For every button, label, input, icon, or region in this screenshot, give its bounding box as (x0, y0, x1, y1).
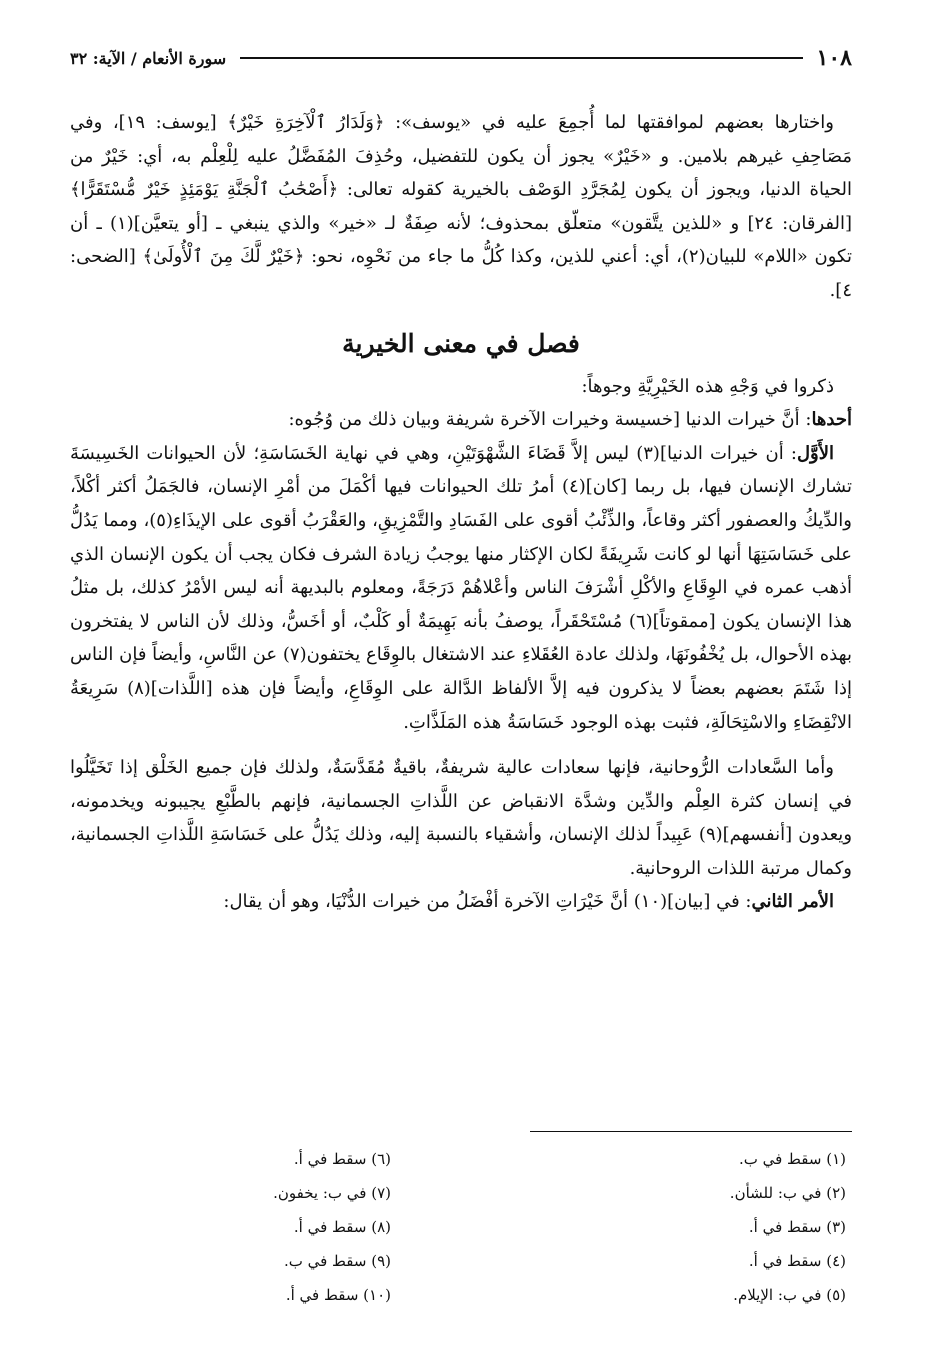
first-matter-text: : أن خيرات الدنيا](٣) ليس إلاَّ قَضَاءَ الشَّهْوَتَيْنِ، وهي في نهاية الخَسَاسَةِ؛ لأن الحيوانات الخَسِيسَةَ تشارك الإنسان فيها، بل ربما [كان](٤) أمرُ تلك الحيوانات فيها أكْمَلَ من أمْرِ الإنسان، فالجَمَلُ أكثر أكْلاً، والدِّيكُ والعصفور أكثر وقاعاً، والذِّئْبُ أقوى على الفَسَادِ والتَّمْزِيقِ، والعَقْرَبُ أقوى على الإيذَاءِ(٥)، ومما يَدُلُّ على خَسَاسَتِهَا أنها لو كانت شَرِيفَةً لكان الإكثار منها يوجبُ زيادة الشرف فكان يجب أن يكون الإنسان الذي أذهب عمره في الوِقَاعِ والأكْلِ أشْرَفَ الناس وأعْلاهُمْ دَرَجَةً، ومعلوم بالبديهة أنه ليس الأمْرُ كذلك، بل مثلُ هذا الإنسان يكون [ممقوتاً](٦) مُسْتَحْقَراً، يوصفُ بأنه بَهِيمَةٌ أو كَلْبٌ، أو أخَسُّ، وذلك لأن الناس لا يفتخرون بهذه الأحوال، بل يُخْفُونَهَا، ولذلك عادة العُقَلاءِ عند الاشتغال بالوِقَاع يختفون(٧) عن النَّاسِ، وأيضاً فإن الناس إذا شَتَمَ بعضهم بعضاً لا يذكرون فيه إلاَّ الألفاظ الدَّالة على الوِقَاعِ، وأيضاً فإن هذه [اللَّذات](٨) سَرِيعَةُ الانْقِضَاءِ والاسْتِحَالَةِ، فثبت بهذه الوجود خَسَاسَةُ هذه المَلَذَّاتِ. (70, 442, 852, 733)
page-header (70, 36, 852, 80)
second-matter-text: : في [بيان](١٠) أنَّ خَيْرَاتِ الآخرة أفْضَلُ من خيرات الدُّنْيَا، وهو أن يقال: (223, 891, 752, 913)
footnote-item: (٥) في ب: الإيلام. (733, 1286, 846, 1304)
first-label: أحدها (811, 409, 852, 431)
section-intro: ذكروا في وَجْهِ هذه الخَيْرِيَّةِ وجوهاً: (581, 375, 834, 397)
first-reason (70, 403, 852, 437)
spiritual-paragraph: وأما السَّعادات الرُّوحانية، فإنها سعادات عالية شريفةٌ، باقيةٌ مُقَدَّسَةٌ، ولذلك فإن جميع الخَلْق إذا تَخَيَّلُوا في إنسان كثرة العِلْم والدِّين وشدَّة الانقباض عن اللَّذاتِ الجسمانية، فإنهم بالطَّبْعِ يجيبونه ويخدمونه، ويعدون [أنفسهم](٩) عَبِيداً لذلك الإنسان، وأشقياء بالنسبة إليه، وذلك يَدُلُّ على خَسَاسَةِ اللَّذاتِ الجسمانية، وكمال مرتبة اللذات الروحانية. (70, 757, 853, 879)
footnote-item: (٧) في ب: يخفون. (273, 1184, 391, 1202)
footnote-item: (٢) في ب: للشأن. (729, 1184, 846, 1202)
header-rule (240, 57, 802, 59)
footnote-item: (٣) سقط في أ. (748, 1218, 846, 1236)
second-matter (70, 885, 852, 919)
footnotes (70, 1142, 852, 1312)
footnote-item: (٨) سقط في أ. (293, 1218, 391, 1236)
footnote-item: (٤) سقط في أ. (748, 1252, 846, 1270)
footnote-rule (530, 1131, 852, 1132)
footnote-item: (١٠) سقط في أ. (285, 1286, 391, 1304)
running-title: سورة الأنعام / الآية: ٣٢ (70, 48, 227, 68)
first-matter (70, 437, 852, 739)
section-title: فصل في معنى الخيرية (342, 328, 580, 358)
footnotes-right-column (461, 1142, 852, 1312)
main-text (70, 106, 852, 919)
footnote-item: (١) سقط في ب. (738, 1150, 846, 1168)
second-matter-label: الأمر الثاني (751, 891, 834, 913)
first-matter-label: الأَوَّل (796, 442, 834, 464)
footnote-item: (٩) سقط في ب. (283, 1252, 391, 1270)
footnote-item: (٦) سقط في أ. (293, 1150, 391, 1168)
intro-paragraph: واختارها بعضهم لموافقتها لما أُجمِعَ عليه في «يوسف»: ﴿وَلَدَارُ ٱلْآخِرَةِ خَيْرٌ﴾ [يوسف: ١٩]، وفي مَصَاحِفِ غيرهم بلامين. و «خَيْرٌ» يجوز أن يكون للتفضيل، وحُذِفَ المُفَضَّلُ عليه لِلْعِلْم به، أي: خَيْرٌ من الحياة الدنيا، ويجوز أن يكون لِمُجَرَّدِ الوَصْف بالخيرية كقوله تعالى: ﴿أَصْحَٰبُ ٱلْجَنَّةِ يَوْمَئِذٍ خَيْرٌ مُّسْتَقَرًّا﴾ [الفرقان: ٢٤] و «للذين يتَّقون» متعلّق بمحذوف؛ لأنه صِفَةٌ لـ «خير» والذي ينبغي ـ [أو يتعيَّن](١) ـ أن تكون «اللام» للبيان(٢)، أي: أعني للذين، وكذا كُلُّ ما جاء من نَحْوِه، نحو: ﴿خَيْرٌ لَّكَ مِنَ ٱلْأُولَىٰ﴾ [الضحى: ٤]. (70, 112, 852, 301)
footnotes-left-column (70, 1142, 461, 1312)
page-number: ١٠٨ (816, 45, 852, 71)
first-text: : أنَّ خيرات الدنيا [خسيسة وخيرات الآخرة شريفة وبيان ذلك من وُجُوه: (288, 409, 812, 431)
